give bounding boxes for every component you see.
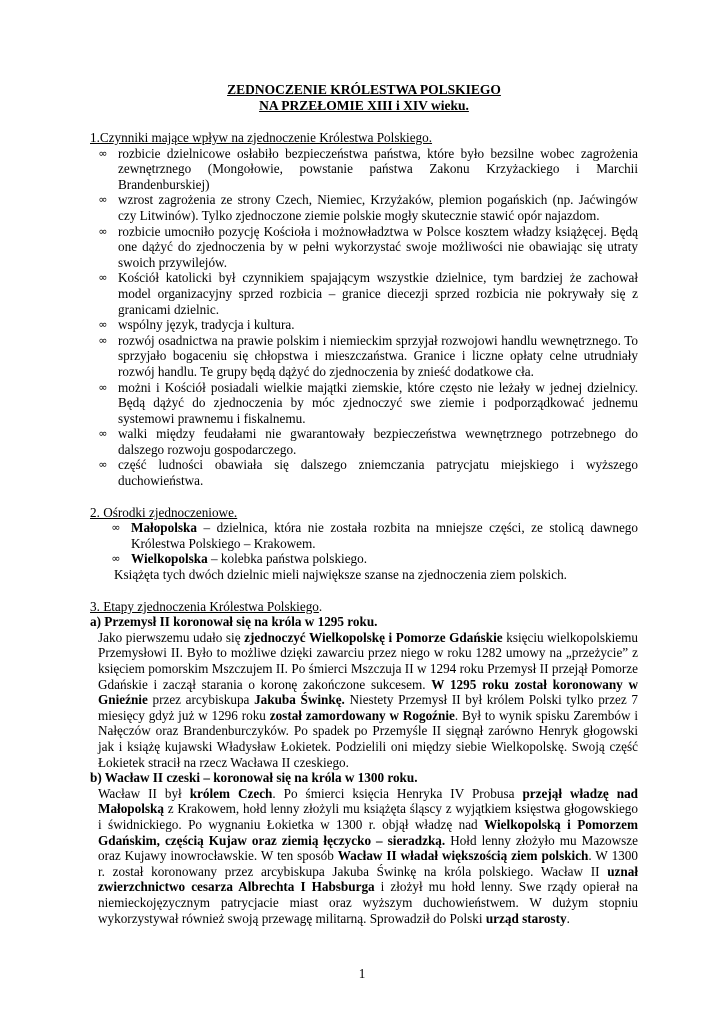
list-item xyxy=(90,333,638,380)
list-item xyxy=(90,224,638,271)
infinity-bullet-icon: ∞ xyxy=(98,333,108,347)
region-name: Małopolska xyxy=(131,520,197,536)
title-line-2: NA PRZEŁOMIE XIII i XIV wieku. xyxy=(259,97,469,113)
list-item xyxy=(90,270,638,317)
list-item-text: możni i Kościół posiadali wielkie majątki ziemskie, które często nie leżały w jednej dzielnicy. Będą dążyć do zjednoczenia by móc zjednoczyć swe ziemie i podporządkować jednemu systemowi prawnemu i fiskalnemu. xyxy=(118,379,638,426)
section-3 xyxy=(90,599,638,926)
section-2-heading: 2. Ośrodki zjednoczeniowe. xyxy=(90,504,238,520)
section-2-note: Książęta tych dwóch dzielnic mieli największe szanse na zjednoczenia ziem polskich. xyxy=(114,567,567,583)
list-item xyxy=(90,146,638,193)
list-item xyxy=(90,380,638,427)
infinity-bullet-icon: ∞ xyxy=(98,224,108,238)
section-1-heading: 1.Czynniki mające wpływ na zjednoczenie Królestwa Polskiego. xyxy=(90,130,433,145)
document-page xyxy=(90,82,638,926)
infinity-bullet-icon: ∞ xyxy=(111,552,121,566)
subsection-b-text: Wacław II był królem Czech. Po śmierci księcia Henryka IV Probusa przejął władzę nad Małopolską z Krakowem, hołd lenny złożyli mu książęta śląscy z wyjątkiem księstwa głogowskiego i świdnickiego. Po wygnaniu Łokietka w 1300 r. objął władzę nad Wielkopolską i Pomorzem Gdańskim, częścią Kujaw oraz ziemią łęczycko – sieradzką. Hołd lenny złożyło mu Mazowsze oraz Kujawy inowrocławskie. W ten sposób Wacław II władał większością ziem polskich. W 1300 r. został koronowany przez arcybiskupa Jakuba Świnkę na króla polskiego. Wacław II uznał zwierzchnictwo cesarza Albrechta I Habsburga i złożył mu hołd lenny. Swe rządy opierał na niemieckojęzycznym patrycjacie miast oraz wyższym duchowieństwem. W dużym stopniu wykorzystywał również swoją przewagę militarną. Sprowadził do Polski urząd starosty. xyxy=(98,785,639,926)
region-description: – kolebka państwa polskiego. xyxy=(207,551,368,567)
list-item xyxy=(90,457,638,488)
infinity-bullet-icon: ∞ xyxy=(111,521,121,535)
page-number: 1 xyxy=(358,966,366,981)
list-item-text: rozbicie dzielnicowe osłabiło bezpieczeństwa państwa, które było bezsilne wobec zagrożenia zewnętrznego (Mongołowie, powstanie państwa Zakonu Krzyżackiego i Marchii Brandenburskiej) xyxy=(118,145,638,192)
list-item xyxy=(90,317,638,333)
list-item xyxy=(90,426,638,457)
subsection-a-heading: a) Przemysł II koronował się na króla w 1295 roku. xyxy=(90,614,378,630)
document-title xyxy=(90,82,638,113)
list-item-text: walki między feudałami nie gwarantowały bezpieczeństwa wewnętrznego potrzebnego do dalszego rozwoju gospodarczego. xyxy=(118,426,638,457)
region-name: Wielkopolska xyxy=(131,551,208,567)
list-item xyxy=(90,192,638,223)
section-2 xyxy=(90,505,638,583)
section-1 xyxy=(90,130,638,489)
list-item-text: część ludności obawiała się dalszego zniemczania patrycjatu miejskiego i wyższego duchowieństwa. xyxy=(118,457,638,489)
region-description: – dzielnica, która nie została rozbita na mniejsze części, ze stolicą dawnego Królestwa Polskiego – Krakowem. xyxy=(131,520,638,551)
subsection-b-heading: b) Wacław II czeski – koronował się na króla w 1300 roku. xyxy=(90,770,418,786)
infinity-bullet-icon: ∞ xyxy=(98,458,108,472)
factors-list xyxy=(90,146,638,489)
list-item xyxy=(90,520,638,551)
list-item-text: wzrost zagrożenia ze strony Czech, Niemiec, Krzyżaków, plemion pogańskich (np. Jaćwingów czy Litwinów). Tylko zjednoczone ziemie polskie mogły skutecznie stawić opór najazdom. xyxy=(118,192,638,223)
infinity-bullet-icon: ∞ xyxy=(98,193,108,207)
subsection-a-text: Jako pierwszemu udało się zjednoczyć Wielkopolskę i Pomorze Gdańskie księciu wielkopolskiemu Przemysłowi II. Było to możliwe dzięki zawarciu przez niego w roku 1282 umowy na „przeżycie” z księciem pomorskim Mszczujem II. Po śmierci Mszczuja II w 1294 roku Przemysł II przejął Pomorze Gdańskie i zaczął starania o koronę zakończone sukcesem. W 1295 roku został koronowany w Gnieźnie przez arcybiskupa Jakuba Świnkę. Niestety Przemysł II był królem Polski tylko przez 7 miesięcy gdyż już w 1296 roku został zamordowany w Rogoźnie. Był to wynik spisku Zarembów i Nałęczów oraz Brandenburczyków. Po spadek po Przemyśle II sięgnął zarówno Henryk głogowski jak i książę kujawski Władysław Łokietek. Podzielili oni między siebie Wielkopolskę. Swoją część Łokietek stracił na rzecz Wacława II czeskiego. xyxy=(98,629,638,770)
list-item xyxy=(90,551,638,567)
list-item-text: rozbicie umocniło pozycję Kościoła i możnowładztwa w Polsce kosztem władzy książęcej. Będą one dążyć do zjednoczenia by w pełni wykorzystać swoje możliwości nie obawiając się utraty swoich przywilejów. xyxy=(118,223,638,270)
infinity-bullet-icon: ∞ xyxy=(98,427,108,441)
infinity-bullet-icon: ∞ xyxy=(98,380,108,394)
infinity-bullet-icon: ∞ xyxy=(98,146,108,160)
list-item-text: wspólny język, tradycja i kultura. xyxy=(118,317,295,333)
list-item-text: Kościół katolicki był czynnikiem spajającym wszystkie dzielnice, tym bardziej że zachował model organizacyjny sprzed rozbicia – granice diecezji sprzed rozbicia nie pokrywały się z granicami dzielnic. xyxy=(118,270,638,317)
heading-period: . xyxy=(318,598,323,614)
list-item-text: rozwój osadnictwa na prawie polskim i niemieckim sprzyjał rozwojowi handlu wewnętrznego. To sprzyjało bogaceniu się chłopstwa i mieszczaństwa. Granice i liczne opłaty celne utrudniały rozwój handlu. Te grupy będą dążyć do zjednoczenia by znieść dodatkowe cła. xyxy=(118,332,638,379)
title-line-1: ZEDNOCZENIE KRÓLESTWA POLSKIEGO xyxy=(227,82,501,97)
section-3-heading: 3. Etapy zjednoczenia Królestwa Polskiego xyxy=(90,598,319,614)
infinity-bullet-icon: ∞ xyxy=(98,271,108,285)
infinity-bullet-icon: ∞ xyxy=(98,318,108,332)
centers-list xyxy=(90,520,638,567)
